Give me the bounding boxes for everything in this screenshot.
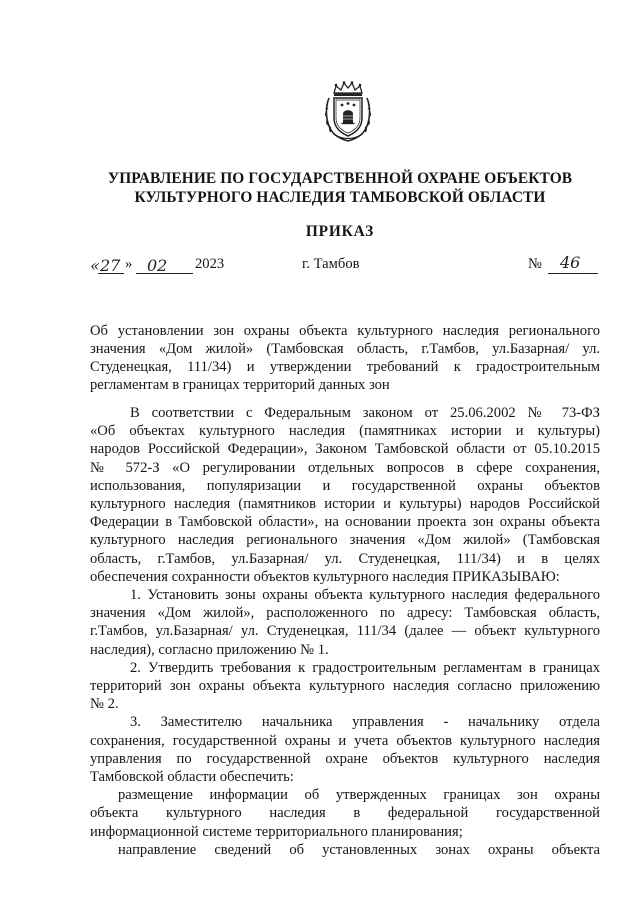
- number-underline: [548, 273, 598, 274]
- clause-3-item-line: объекта культурного наследия в федеральной государственной: [90, 805, 600, 822]
- clause-2-line: 2. Утвердить требования к градостроительным регламентам в границах: [130, 659, 600, 676]
- document-subject: [90, 322, 600, 394]
- clause-2-line: № 2.: [90, 696, 119, 713]
- body-line: № 572-З «О регулировании отдельных вопросов в сфере сохранения,: [90, 459, 600, 476]
- body-line: обеспечения сохранности объектов культурного наследия ПРИКАЗЫВАЮ:: [90, 568, 560, 585]
- clause-3-item-line: размещение информации об утвержденных границах зон охраны: [118, 787, 600, 804]
- clause-1-line: 1. Установить зоны охраны объекта культурного наследия федерального: [130, 587, 600, 604]
- clause-1-line: наследия), согласно приложению № 1.: [90, 641, 329, 658]
- date-number-line: [0, 253, 640, 278]
- subject-line: Об установлении зон охраны объекта культурного наследия регионального: [90, 323, 600, 339]
- document-type-title: ПРИКАЗ: [305, 223, 375, 240]
- date-day: 27: [100, 256, 121, 275]
- clause-3-item-line: направление сведений об установленных зонах охраны объекта: [118, 841, 600, 858]
- body-line: культурного наследия (памятников истории и культуры) народов Российской: [90, 496, 600, 513]
- subject-line: значения «Дом жилой» (Тамбовская область, г.Тамбов, ул.Базарная/ ул.: [90, 341, 600, 357]
- body-line: область, г.Тамбов, ул.Базарная/ ул. Студенецкая, 111/34) и в целях: [90, 550, 600, 567]
- date-month: 02: [147, 256, 168, 275]
- body-line: народов Российской Федерации», Законом Тамбовской области от 05.10.2015: [90, 441, 600, 458]
- body-line: использования, популяризации и государственной охраны объектов: [90, 477, 600, 494]
- city: г. Тамбов: [302, 256, 360, 272]
- day-underline: [98, 273, 124, 274]
- clause-3-line: управления по государственной охране объектов культурного наследия: [90, 750, 600, 767]
- date-year: 2023: [195, 256, 225, 272]
- authority-name-line2: КУЛЬТУРНОГО НАСЛЕДИЯ ТАМБОВСКОЙ ОБЛАСТИ: [134, 189, 546, 206]
- clause-3-line: 3. Заместителю начальника управления - начальнику отдела: [130, 714, 600, 731]
- clause-3-line: сохранения, государственной охраны и учета объектов культурного наследия: [90, 732, 600, 749]
- body-line: Федерации в Тамбовской области», на основании проекта зон охраны объекта: [90, 514, 600, 531]
- document-number: 46: [560, 253, 581, 272]
- number-label: №: [528, 256, 542, 272]
- body-line: культурного наследия регионального значения «Дом жилой» (Тамбовская: [90, 532, 600, 549]
- body-line: В соответствии с Федеральным законом от 25.06.2002 № 73-ФЗ: [130, 405, 600, 421]
- authority-name-line1: УПРАВЛЕНИЕ ПО ГОСУДАРСТВЕННОЙ ОХРАНЕ ОБЪЕКТОВ: [107, 170, 573, 187]
- subject-line: Студенецкая, 111/34) и утверждении требований к градостроительным: [90, 359, 600, 375]
- month-underline: [136, 273, 193, 274]
- subject-line: регламентам в границах территорий данных зон: [90, 377, 390, 393]
- date-quote-close: »: [125, 256, 133, 272]
- date-quote-open: «: [90, 256, 100, 275]
- document-body: [90, 404, 600, 859]
- clause-1-line: значения «Дом жилой», расположенного по адресу: Тамбовская область,: [90, 605, 600, 622]
- clause-1-line: г.Тамбов, ул.Базарная/ ул. Студенецкая, 111/34 (далее — объект культурного: [90, 623, 600, 640]
- clause-2-line: территорий зон охраны объекта культурного наследия согласно приложению: [90, 678, 600, 695]
- clause-3-item-line: информационной системе территориального планирования;: [90, 823, 463, 840]
- coat-of-arms-icon: [322, 80, 374, 142]
- clause-3-line: Тамбовской области обеспечить:: [90, 769, 294, 786]
- body-line: «Об объектах культурного наследия (памятниках истории и культуры): [90, 423, 600, 440]
